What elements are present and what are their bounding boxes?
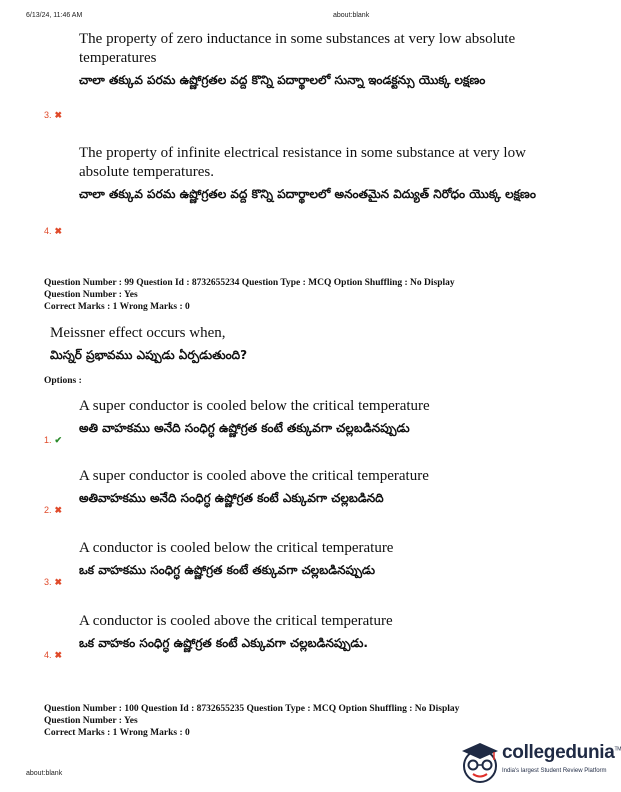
options-label: Options : [44,376,82,386]
check-icon: ✔ [54,435,63,445]
option-text-te: చాలా తక్కువ పరమ ఉష్ణోగ్రతల వద్ద కొన్ని పదార్థాలలో సున్నా ఇండక్టన్సు యొక్క లక్షణం [79,73,486,87]
question-text-te: మిస్నర్ ప్రభావము ఎప్పుడు ఏర్పడుతుంది? [50,348,248,362]
option-text-te: అతి వాహకము అనేది సంధిగ్ధ ఉష్ణోగ్రత కంటే తక్కువగా చల్లబడినప్పుడు [79,421,410,435]
option-text-en: A super conductor is cooled above the critical temperature [79,468,429,484]
option-number: 3. ✖ [44,577,63,587]
option-text-en: A super conductor is cooled below the critical temperature [79,398,430,414]
option-2 [44,467,564,515]
option-number: 1. ✔ [44,435,63,445]
option-text-te: చాలా తక్కువ పరమ ఉష్ణోగ్రతల వద్ద కొన్ని పదార్థాలలో అనంతమైన విద్యుత్ నిరోధం యొక్క లక్షణం [79,187,536,201]
question-meta: Question Number : 99 Question Id : 8732655234 Question Type : MCQ Option Shuffling : No Display Question Number : Yes Correct Marks : 1 Wrong Marks : 0 [44,278,455,312]
option-text-en: A conductor is cooled below the critical temperature [79,540,394,556]
print-url: about:blank [333,12,370,19]
option-4 [44,612,564,660]
option-number: 2. ✖ [44,505,63,515]
option-text-te: ఒక వాహకము సంధిగ్ధ ఉష్ణోగ్రత కంటే తక్కువగా చల్లబడినప్పుడు [79,563,375,577]
cross-icon: ✖ [54,650,63,660]
prev-option-4 [44,144,564,236]
cross-icon: ✖ [54,577,63,587]
option-3 [44,539,564,587]
option-text-en: The property of zero inductance in some substances at very low absolute temperatures [79,31,516,66]
question-text [50,322,570,366]
question-meta: Question Number : 100 Question Id : 8732655235 Question Type : MCQ Option Shuffling : No Display Question Number : Yes Correct Marks : 1 Wrong Marks : 0 [44,704,460,738]
print-timestamp: 6/13/24, 11:46 AM [26,12,83,19]
footer-url: about:blank [26,770,63,777]
option-text-te: అతివాహకము అనేది సంధిగ్ధ ఉష్ణోగ్రత కంటే ఎక్కువగా చల్లబడినది [79,491,384,505]
logo-tagline: India's largest Student Review Platform [502,768,607,774]
option-text-en: A conductor is cooled above the critical temperature [79,613,393,629]
option-number: 3. ✖ [44,110,63,120]
option-number: 4. ✖ [44,650,63,660]
option-text-en: The property of infinite electrical resistance in some substance at very low absolute temperatures. [79,145,526,180]
question-text-en: Meissner effect occurs when, [50,325,226,341]
cross-icon: ✖ [54,226,63,236]
cross-icon: ✖ [54,110,63,120]
option-1 [44,397,564,445]
cross-icon: ✖ [54,505,63,515]
logo-brand: collegedunia™ [502,742,621,763]
graduate-face-icon [458,740,502,786]
collegedunia-logo [456,738,621,788]
option-text-te: ఒక వాహకం సంధిగ్ధ ఉష్ణోగ్రత కంటే ఎక్కువగా చల్లబడినప్పుడు. [79,636,368,650]
prev-option-3 [44,30,564,120]
option-number: 4. ✖ [44,226,63,236]
